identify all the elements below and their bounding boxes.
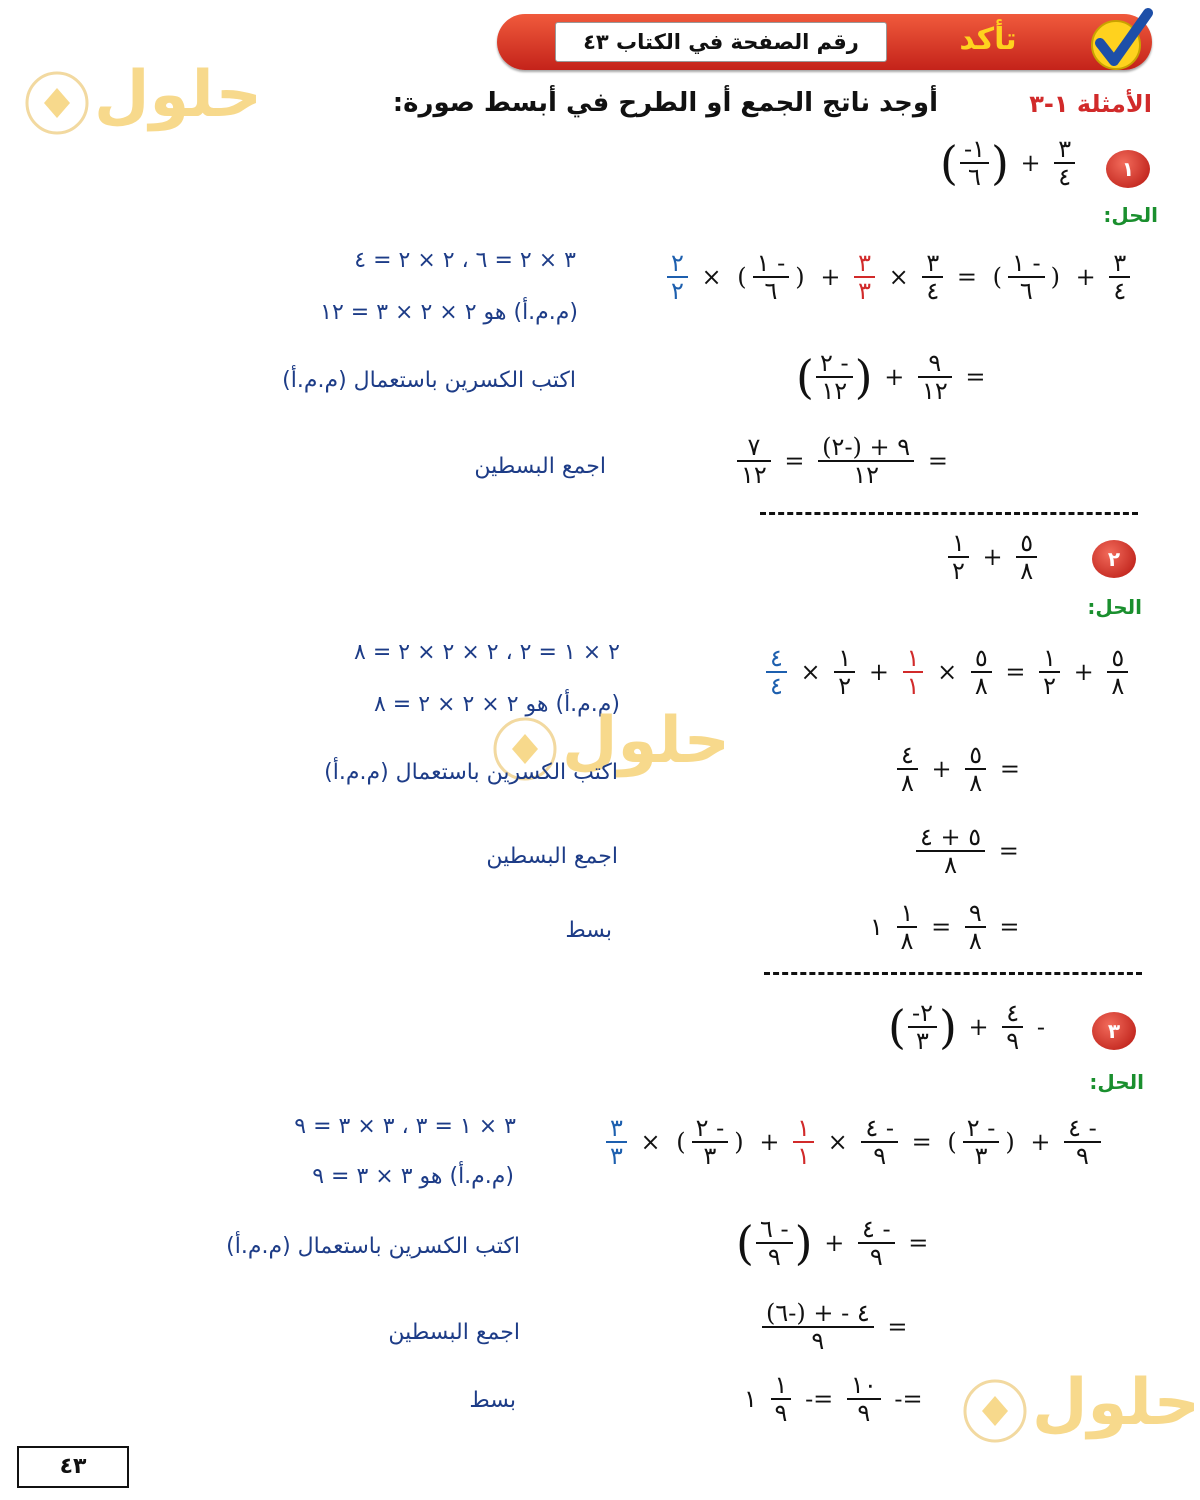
problem-2-note-4: اجمع البسطين [486, 844, 618, 869]
problem-2-step-4: ١ $\frac{١}{٨}$ = $\frac{٩}{٨}$ = [870, 899, 1020, 955]
problem-1-step-2: ( $\frac{٢ -}{١٢}$ ) + $\frac{٩}{١٢}$ = [796, 349, 986, 405]
problem-2-note-1: ٢ × ١ = ٢ ، ٢ × ٢ × ٢ = ٨ [354, 640, 620, 665]
problem-3-note-5: بسط [469, 1388, 516, 1413]
problem-3-step-1: $\frac{٣}{٣}$ × ( $\frac{٢ -}{٣}$ ) + $\frac{١}{١}$ × $\frac{٤ -}{٩}$ = ( $\frac{٢ -}{٣}$ ) + $\frac{٤ -}{٩}$ [604, 1115, 1103, 1169]
problem-1-step-1: $\frac{٢}{٢}$ × ( $\frac{١ -}{٦}$ ) + $\frac{٣}{٣}$ × $\frac{٣}{٤}$ = ( $\frac{١ -}{٦}$ ) + $\frac{٣}{٤}$ [665, 250, 1132, 304]
problem-2-note-5: بسط [565, 918, 612, 943]
problem-2-step-2: $\frac{٤}{٨}$ + $\frac{٥}{٨}$ = [895, 742, 1024, 796]
problem-2-note-2: (م.م.أ) هو ٢ × ٢ × ٢ = ٨ [373, 692, 620, 717]
problem-3-step-2: ( $\frac{٦ -}{٩}$ ) + $\frac{٤ -}{٩}$ = [736, 1215, 929, 1271]
problem-2-step-1: $\frac{٤}{٤}$ × $\frac{١}{٢}$ + $\frac{١}{١}$ × $\frac{٥}{٨}$ = $\frac{١}{٢}$ + $\frac{٥}{٨}$ [764, 645, 1130, 699]
problem-1-question: ( $\frac{-١}{٦}$ ) + $\frac{٣}{٤}$ [940, 136, 1077, 190]
instruction: أوجد ناتج الجمع أو الطرح في أبسط صورة: [392, 88, 938, 118]
watermark-logo-icon [24, 70, 90, 136]
problem-3-step-3: $\frac{٤ - + (-٦)}{٩}$ = [760, 1300, 911, 1354]
problem-number-1: ١ [1106, 150, 1150, 188]
problem-number-3: ٣ [1092, 1012, 1136, 1050]
section-label: الأمثلة ١-٣ [1029, 90, 1152, 118]
checkmark-icon [1086, 5, 1156, 75]
problem-3-note-1: ٣ × ١ = ٣ ، ٣ × ٣ = ٩ [294, 1114, 516, 1139]
banner-title: تأكد [959, 22, 1017, 57]
solution-label-1: الحل: [1103, 203, 1158, 227]
solution-label-3: الحل: [1089, 1070, 1144, 1094]
problem-number-2: ٢ [1092, 540, 1136, 578]
problem-3-note-3: اكتب الكسرين باستعمال (م.م.أ) [226, 1234, 520, 1259]
page-reference: رقم الصفحة في الكتاب ٤٣ [555, 22, 887, 62]
problem-1-note-1: ٣ × ٢ = ٦ ، ٢ × ٢ = ٤ [354, 248, 576, 273]
problem-1-note-2: (م.م.أ) هو ٢ × ٢ × ٣ = ١٢ [320, 300, 578, 325]
watermark-logo-icon [962, 1378, 1028, 1444]
divider-1 [760, 512, 1138, 515]
problem-2-step-3: $\frac{٥ + ٤}{٨}$ = [914, 824, 1023, 878]
problem-1-note-3: اكتب الكسرين باستعمال (م.م.أ) [282, 368, 576, 393]
problem-2-note-3: اكتب الكسرين باستعمال (م.م.أ) [324, 760, 618, 785]
problem-3-note-4: اجمع البسطين [388, 1320, 520, 1345]
watermark-text: حلول [1032, 1366, 1200, 1440]
problem-3-question: ( $\frac{-٢}{٣}$ ) + $\frac{٤}{٩}$ - [888, 999, 1045, 1055]
problem-2-question: $\frac{١}{٢}$ + $\frac{٥}{٨}$ [946, 530, 1039, 584]
problem-3-note-2: (م.م.أ) هو ٣ × ٣ = ٩ [312, 1164, 514, 1189]
page-number: ٤٣ [17, 1446, 129, 1488]
divider-2 [764, 972, 1142, 975]
problem-1-step-3: $\frac{٧}{١٢}$ = $\frac{٩ + (-٢)}{١٢}$ = [735, 434, 952, 488]
solution-label-2: الحل: [1087, 595, 1142, 619]
watermark-text: حلول [94, 58, 262, 132]
problem-1-note-4: اجمع البسطين [474, 454, 606, 479]
watermark-text: حلول [562, 704, 730, 778]
problem-3-step-4: ١ $\frac{١}{٩}$ -= $\frac{١٠}{٩}$ -= [744, 1371, 923, 1427]
